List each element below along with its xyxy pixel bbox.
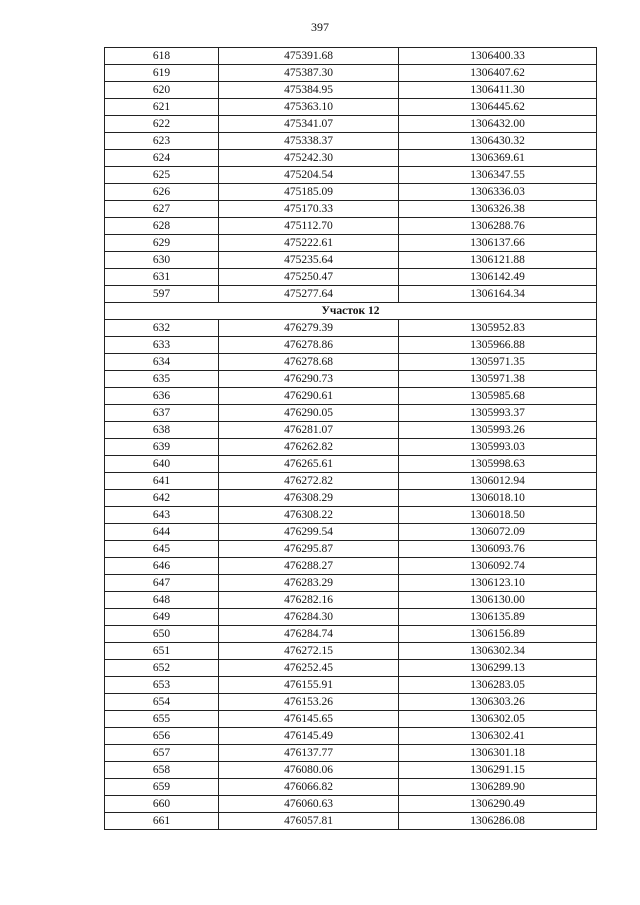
table-row xyxy=(105,388,597,405)
y-coordinate: 1306018.10 xyxy=(399,490,597,507)
x-coordinate: 476272.15 xyxy=(219,643,399,660)
point-number: 624 xyxy=(105,150,219,167)
point-number: 645 xyxy=(105,541,219,558)
point-number: 619 xyxy=(105,65,219,82)
table-row xyxy=(105,609,597,626)
x-coordinate: 475242.30 xyxy=(219,150,399,167)
y-coordinate: 1306411.30 xyxy=(399,82,597,99)
x-coordinate: 476137.77 xyxy=(219,745,399,762)
point-number: 597 xyxy=(105,286,219,303)
page-number: 397 xyxy=(311,20,329,34)
table-row xyxy=(105,286,597,303)
table-row xyxy=(105,354,597,371)
x-coordinate: 476284.30 xyxy=(219,609,399,626)
y-coordinate: 1305952.83 xyxy=(399,320,597,337)
x-coordinate: 476066.82 xyxy=(219,779,399,796)
point-number: 647 xyxy=(105,575,219,592)
y-coordinate: 1306369.61 xyxy=(399,150,597,167)
point-number: 638 xyxy=(105,422,219,439)
table-row xyxy=(105,643,597,660)
x-coordinate: 475235.64 xyxy=(219,252,399,269)
y-coordinate: 1306407.62 xyxy=(399,65,597,82)
table-row xyxy=(105,252,597,269)
y-coordinate: 1306018.50 xyxy=(399,507,597,524)
x-coordinate: 476278.68 xyxy=(219,354,399,371)
table-row xyxy=(105,337,597,354)
x-coordinate: 476288.27 xyxy=(219,558,399,575)
x-coordinate: 476295.87 xyxy=(219,541,399,558)
y-coordinate: 1306326.38 xyxy=(399,201,597,218)
point-number: 643 xyxy=(105,507,219,524)
point-number: 644 xyxy=(105,524,219,541)
point-number: 660 xyxy=(105,796,219,813)
x-coordinate: 475391.68 xyxy=(219,48,399,65)
x-coordinate: 476299.54 xyxy=(219,524,399,541)
x-coordinate: 476265.61 xyxy=(219,456,399,473)
x-coordinate: 476308.22 xyxy=(219,507,399,524)
y-coordinate: 1306299.13 xyxy=(399,660,597,677)
x-coordinate: 476308.29 xyxy=(219,490,399,507)
y-coordinate: 1306302.05 xyxy=(399,711,597,728)
x-coordinate: 476272.82 xyxy=(219,473,399,490)
y-coordinate: 1306072.09 xyxy=(399,524,597,541)
table-row xyxy=(105,65,597,82)
x-coordinate: 476279.39 xyxy=(219,320,399,337)
x-coordinate: 476262.82 xyxy=(219,439,399,456)
y-coordinate: 1306336.03 xyxy=(399,184,597,201)
table-row xyxy=(105,660,597,677)
y-coordinate: 1306156.89 xyxy=(399,626,597,643)
table-row xyxy=(105,728,597,745)
x-coordinate: 476080.06 xyxy=(219,762,399,779)
point-number: 648 xyxy=(105,592,219,609)
y-coordinate: 1306164.34 xyxy=(399,286,597,303)
y-coordinate: 1305993.26 xyxy=(399,422,597,439)
table-row xyxy=(105,473,597,490)
table-row xyxy=(105,133,597,150)
x-coordinate: 476281.07 xyxy=(219,422,399,439)
y-coordinate: 1306290.49 xyxy=(399,796,597,813)
point-number: 641 xyxy=(105,473,219,490)
point-number: 635 xyxy=(105,371,219,388)
section-header-row xyxy=(105,303,597,320)
y-coordinate: 1305985.68 xyxy=(399,388,597,405)
point-number: 657 xyxy=(105,745,219,762)
y-coordinate: 1306283.05 xyxy=(399,677,597,694)
y-coordinate: 1306121.88 xyxy=(399,252,597,269)
y-coordinate: 1306291.15 xyxy=(399,762,597,779)
y-coordinate: 1306289.90 xyxy=(399,779,597,796)
y-coordinate: 1306400.33 xyxy=(399,48,597,65)
x-coordinate: 475185.09 xyxy=(219,184,399,201)
table-row xyxy=(105,507,597,524)
x-coordinate: 475341.07 xyxy=(219,116,399,133)
table-row xyxy=(105,779,597,796)
x-coordinate: 475112.70 xyxy=(219,218,399,235)
y-coordinate: 1306123.10 xyxy=(399,575,597,592)
point-number: 659 xyxy=(105,779,219,796)
y-coordinate: 1306142.49 xyxy=(399,269,597,286)
point-number: 646 xyxy=(105,558,219,575)
y-coordinate: 1306445.62 xyxy=(399,99,597,116)
point-number: 621 xyxy=(105,99,219,116)
x-coordinate: 475387.30 xyxy=(219,65,399,82)
y-coordinate: 1306430.32 xyxy=(399,133,597,150)
x-coordinate: 475277.64 xyxy=(219,286,399,303)
y-coordinate: 1305998.63 xyxy=(399,456,597,473)
y-coordinate: 1306302.34 xyxy=(399,643,597,660)
coordinates-table xyxy=(104,47,597,830)
y-coordinate: 1306092.74 xyxy=(399,558,597,575)
section-header-group xyxy=(105,303,597,320)
point-number: 640 xyxy=(105,456,219,473)
point-number: 649 xyxy=(105,609,219,626)
point-number: 650 xyxy=(105,626,219,643)
table-row xyxy=(105,269,597,286)
x-coordinate: 476290.73 xyxy=(219,371,399,388)
point-number: 630 xyxy=(105,252,219,269)
x-coordinate: 476153.26 xyxy=(219,694,399,711)
table-row xyxy=(105,813,597,830)
point-number: 628 xyxy=(105,218,219,235)
x-coordinate: 476155.91 xyxy=(219,677,399,694)
table-row xyxy=(105,439,597,456)
table-row xyxy=(105,490,597,507)
point-number: 651 xyxy=(105,643,219,660)
table-row xyxy=(105,99,597,116)
y-coordinate: 1306301.18 xyxy=(399,745,597,762)
x-coordinate: 475204.54 xyxy=(219,167,399,184)
coordinates-rows-before xyxy=(105,48,597,303)
table-row xyxy=(105,184,597,201)
table-row xyxy=(105,150,597,167)
x-coordinate: 475250.47 xyxy=(219,269,399,286)
table-row xyxy=(105,592,597,609)
table-row xyxy=(105,575,597,592)
point-number: 639 xyxy=(105,439,219,456)
table-row xyxy=(105,558,597,575)
point-number: 622 xyxy=(105,116,219,133)
point-number: 652 xyxy=(105,660,219,677)
point-number: 637 xyxy=(105,405,219,422)
x-coordinate: 475222.61 xyxy=(219,235,399,252)
point-number: 629 xyxy=(105,235,219,252)
point-number: 634 xyxy=(105,354,219,371)
table-row xyxy=(105,320,597,337)
point-number: 623 xyxy=(105,133,219,150)
table-row xyxy=(105,626,597,643)
x-coordinate: 476290.05 xyxy=(219,405,399,422)
point-number: 654 xyxy=(105,694,219,711)
table-row xyxy=(105,711,597,728)
table-row xyxy=(105,524,597,541)
point-number: 633 xyxy=(105,337,219,354)
y-coordinate: 1305971.35 xyxy=(399,354,597,371)
table-row xyxy=(105,48,597,65)
x-coordinate: 476057.81 xyxy=(219,813,399,830)
x-coordinate: 476278.86 xyxy=(219,337,399,354)
table-row xyxy=(105,218,597,235)
y-coordinate: 1306093.76 xyxy=(399,541,597,558)
table-row xyxy=(105,796,597,813)
table-row xyxy=(105,235,597,252)
x-coordinate: 476145.65 xyxy=(219,711,399,728)
point-number: 653 xyxy=(105,677,219,694)
y-coordinate: 1305993.03 xyxy=(399,439,597,456)
point-number: 632 xyxy=(105,320,219,337)
x-coordinate: 475170.33 xyxy=(219,201,399,218)
point-number: 636 xyxy=(105,388,219,405)
point-number: 627 xyxy=(105,201,219,218)
table-row xyxy=(105,371,597,388)
point-number: 642 xyxy=(105,490,219,507)
y-coordinate: 1306137.66 xyxy=(399,235,597,252)
point-number: 625 xyxy=(105,167,219,184)
y-coordinate: 1306012.94 xyxy=(399,473,597,490)
x-coordinate: 476252.45 xyxy=(219,660,399,677)
point-number: 620 xyxy=(105,82,219,99)
table-row xyxy=(105,167,597,184)
y-coordinate: 1306286.08 xyxy=(399,813,597,830)
point-number: 661 xyxy=(105,813,219,830)
y-coordinate: 1306130.00 xyxy=(399,592,597,609)
table-row xyxy=(105,201,597,218)
y-coordinate: 1306303.26 xyxy=(399,694,597,711)
x-coordinate: 476283.29 xyxy=(219,575,399,592)
table-row xyxy=(105,82,597,99)
table-row xyxy=(105,116,597,133)
table-row xyxy=(105,762,597,779)
section-title: Участок 12 xyxy=(105,303,597,320)
y-coordinate: 1305966.88 xyxy=(399,337,597,354)
x-coordinate: 475338.37 xyxy=(219,133,399,150)
table-row xyxy=(105,405,597,422)
y-coordinate: 1306302.41 xyxy=(399,728,597,745)
table-row xyxy=(105,422,597,439)
coordinates-rows-after xyxy=(105,320,597,830)
x-coordinate: 475384.95 xyxy=(219,82,399,99)
table-row xyxy=(105,541,597,558)
x-coordinate: 476290.61 xyxy=(219,388,399,405)
point-number: 658 xyxy=(105,762,219,779)
table-row xyxy=(105,677,597,694)
point-number: 631 xyxy=(105,269,219,286)
y-coordinate: 1306288.76 xyxy=(399,218,597,235)
x-coordinate: 476060.63 xyxy=(219,796,399,813)
x-coordinate: 476282.16 xyxy=(219,592,399,609)
table-row xyxy=(105,456,597,473)
x-coordinate: 476284.74 xyxy=(219,626,399,643)
y-coordinate: 1306135.89 xyxy=(399,609,597,626)
y-coordinate: 1305971.38 xyxy=(399,371,597,388)
point-number: 626 xyxy=(105,184,219,201)
y-coordinate: 1305993.37 xyxy=(399,405,597,422)
y-coordinate: 1306347.55 xyxy=(399,167,597,184)
point-number: 618 xyxy=(105,48,219,65)
x-coordinate: 476145.49 xyxy=(219,728,399,745)
y-coordinate: 1306432.00 xyxy=(399,116,597,133)
table-row xyxy=(105,745,597,762)
point-number: 656 xyxy=(105,728,219,745)
table-row xyxy=(105,694,597,711)
point-number: 655 xyxy=(105,711,219,728)
x-coordinate: 475363.10 xyxy=(219,99,399,116)
